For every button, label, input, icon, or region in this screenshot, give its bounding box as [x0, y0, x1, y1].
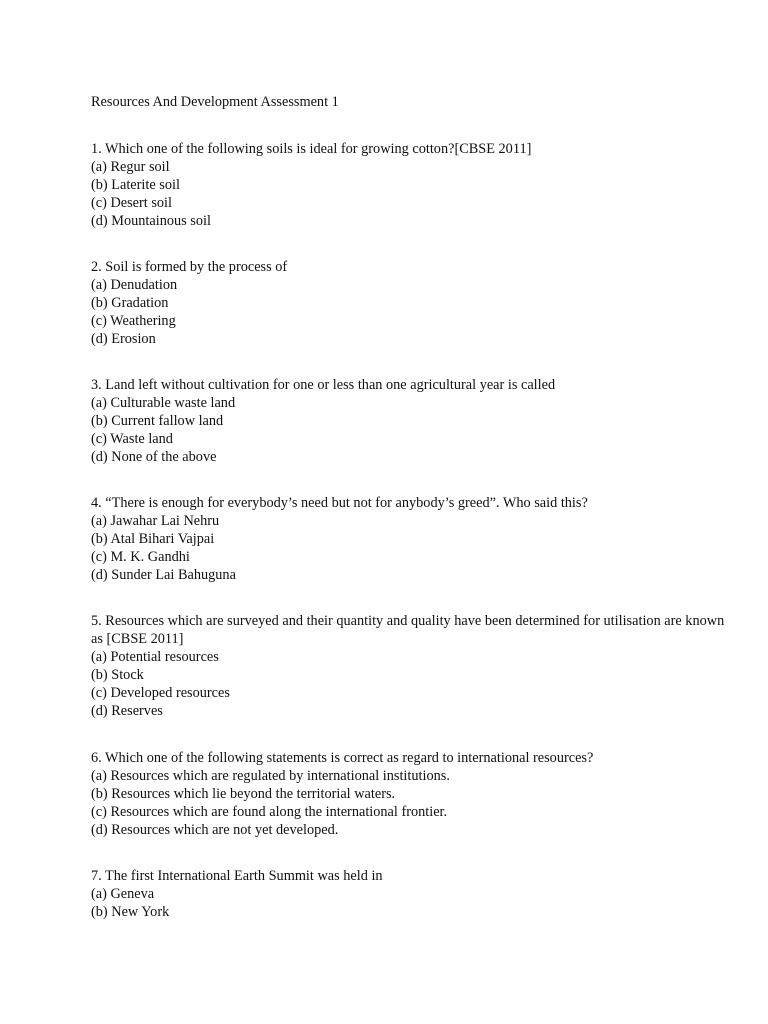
question-text: 2. Soil is formed by the process of — [91, 259, 288, 275]
question-text: 3. Land left without cultivation for one or less than one agricultural year is called — [91, 377, 556, 393]
option-c: (c) Weathering — [91, 313, 176, 329]
option-b: (b) Atal Bihari Vajpai — [91, 531, 215, 547]
option-c: (c) Desert soil — [91, 195, 172, 211]
option-b: (b) Stock — [91, 667, 144, 683]
question-7 — [91, 867, 731, 921]
option-a: (a) Geneva — [91, 886, 155, 902]
question-text: 6. Which one of the following statements is correct as regard to international resources? — [91, 750, 594, 766]
option-d: (d) None of the above — [91, 449, 217, 465]
question-3 — [91, 376, 731, 466]
option-c: (c) Resources which are found along the international frontier. — [91, 804, 448, 820]
option-a: (a) Jawahar Lai Nehru — [91, 513, 220, 529]
option-c: (c) Waste land — [91, 431, 173, 447]
question-6 — [91, 749, 731, 839]
option-b: (b) Current fallow land — [91, 413, 224, 429]
question-2 — [91, 258, 731, 348]
option-d: (d) Sunder Lai Bahuguna — [91, 567, 236, 583]
option-c: (c) M. K. Gandhi — [91, 549, 190, 565]
option-d: (d) Reserves — [91, 703, 163, 719]
question-text: 4. “There is enough for everybody’s need but not for anybody’s greed”. Who said this? — [91, 495, 588, 511]
option-d: (d) Erosion — [91, 331, 156, 347]
option-a: (a) Culturable waste land — [91, 395, 236, 411]
option-a: (a) Regur soil — [91, 159, 170, 175]
question-1 — [91, 140, 731, 230]
option-a: (a) Potential resources — [91, 649, 219, 665]
option-b: (b) Laterite soil — [91, 177, 180, 193]
question-text: 1. Which one of the following soils is ideal for growing cotton?[CBSE 2011] — [91, 141, 532, 157]
option-c: (c) Developed resources — [91, 685, 230, 701]
document-title: Resources And Development Assessment 1 — [91, 94, 339, 110]
option-b: (b) New York — [91, 904, 170, 920]
question-text: 7. The first International Earth Summit was held in — [91, 868, 383, 884]
question-text: 5. Resources which are surveyed and their quantity and quality have been determined for utilisation are known as [CBSE 2011] — [91, 613, 725, 647]
option-b: (b) Resources which lie beyond the territorial waters. — [91, 786, 396, 802]
option-a: (a) Resources which are regulated by international institutions. — [91, 768, 450, 784]
option-d: (d) Mountainous soil — [91, 213, 211, 229]
option-a: (a) Denudation — [91, 277, 178, 293]
question-5 — [91, 612, 731, 720]
option-b: (b) Gradation — [91, 295, 169, 311]
question-4 — [91, 494, 731, 584]
option-d: (d) Resources which are not yet developed. — [91, 822, 339, 838]
